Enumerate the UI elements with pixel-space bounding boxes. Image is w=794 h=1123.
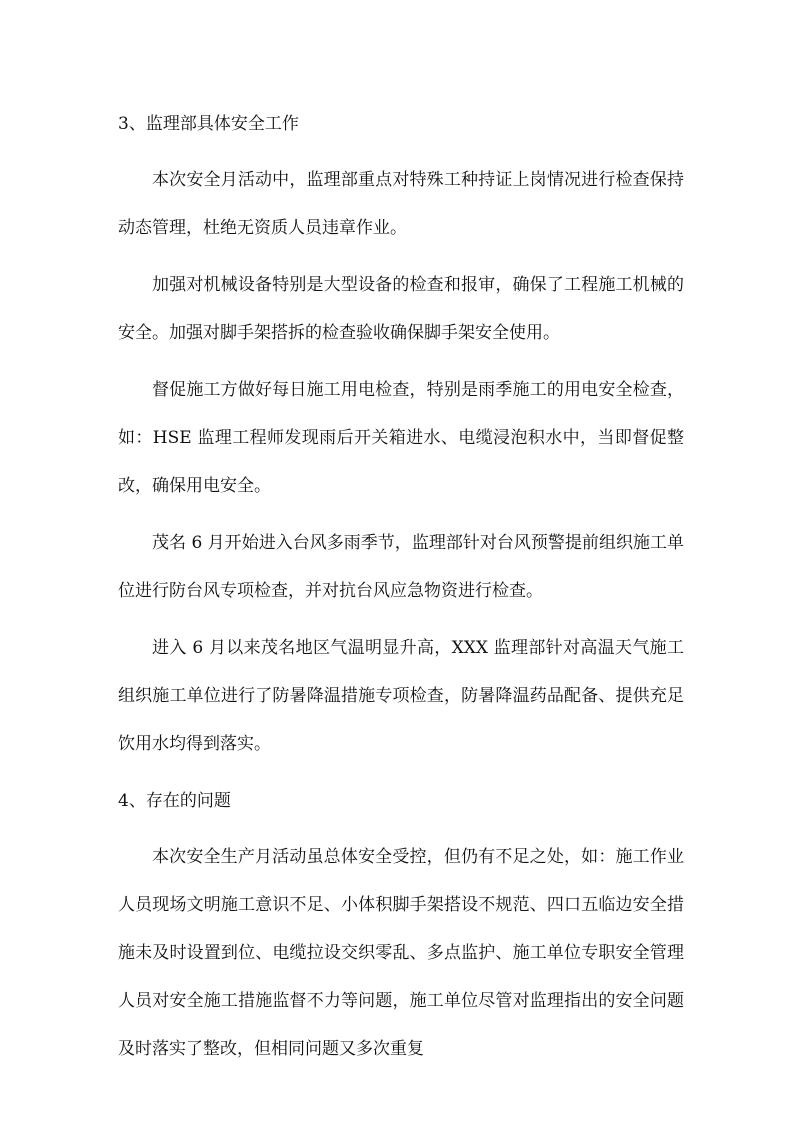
section-3-paragraph-3: 督促施工方做好每日施工用电检查，特别是雨季施工的用电安全检查，如：HSE 监理工程师发现雨后开关箱进水、电缆浸泡积水中，当即督促整改，确保用电安全。 [118, 380, 684, 496]
section-4-paragraph-1: 本次安全生产月活动虽总体安全受控，但仍有不足之处，如：施工作业人员现场文明施工意识不足、小体积脚手架搭设不规范、四口五临边安全措施未及时设置到位、电缆拉设交织零乱、多点监护、施工单位专职安全管理人员对安全施工措施监督不力等问题，施工单位尽管对监理指出的安全问题及时落实了整改，但相同问题又多次重复 [118, 847, 684, 1059]
section-3-paragraph-2: 加强对机械设备特别是大型设备的检查和报审，确保了工程施工机械的安全。加强对脚手架搭拆的检查验收确保脚手架安全使用。 [118, 275, 684, 343]
section-3-paragraph-4: 茂名 6 月开始进入台风多雨季节，监理部针对台风预警提前组织施工单位进行防台风专项检查，并对抗台风应急物资进行检查。 [118, 533, 684, 601]
section-3-paragraph-1: 本次安全月活动中，监理部重点对特殊工种持证上岗情况进行检查保持动态管理，杜绝无资质人员违章作业。 [118, 170, 684, 238]
section-3-heading: 3、监理部具体安全工作 [118, 114, 299, 134]
section-3-paragraph-5: 进入 6 月以来茂名地区气温明显升高，XXX 监理部针对高温天气施工组织施工单位进行了防暑降温措施专项检查，防暑降温药品配备、提供充足饮用水均得到落实。 [118, 638, 684, 754]
section-4-heading: 4、存在的问题 [118, 791, 231, 811]
